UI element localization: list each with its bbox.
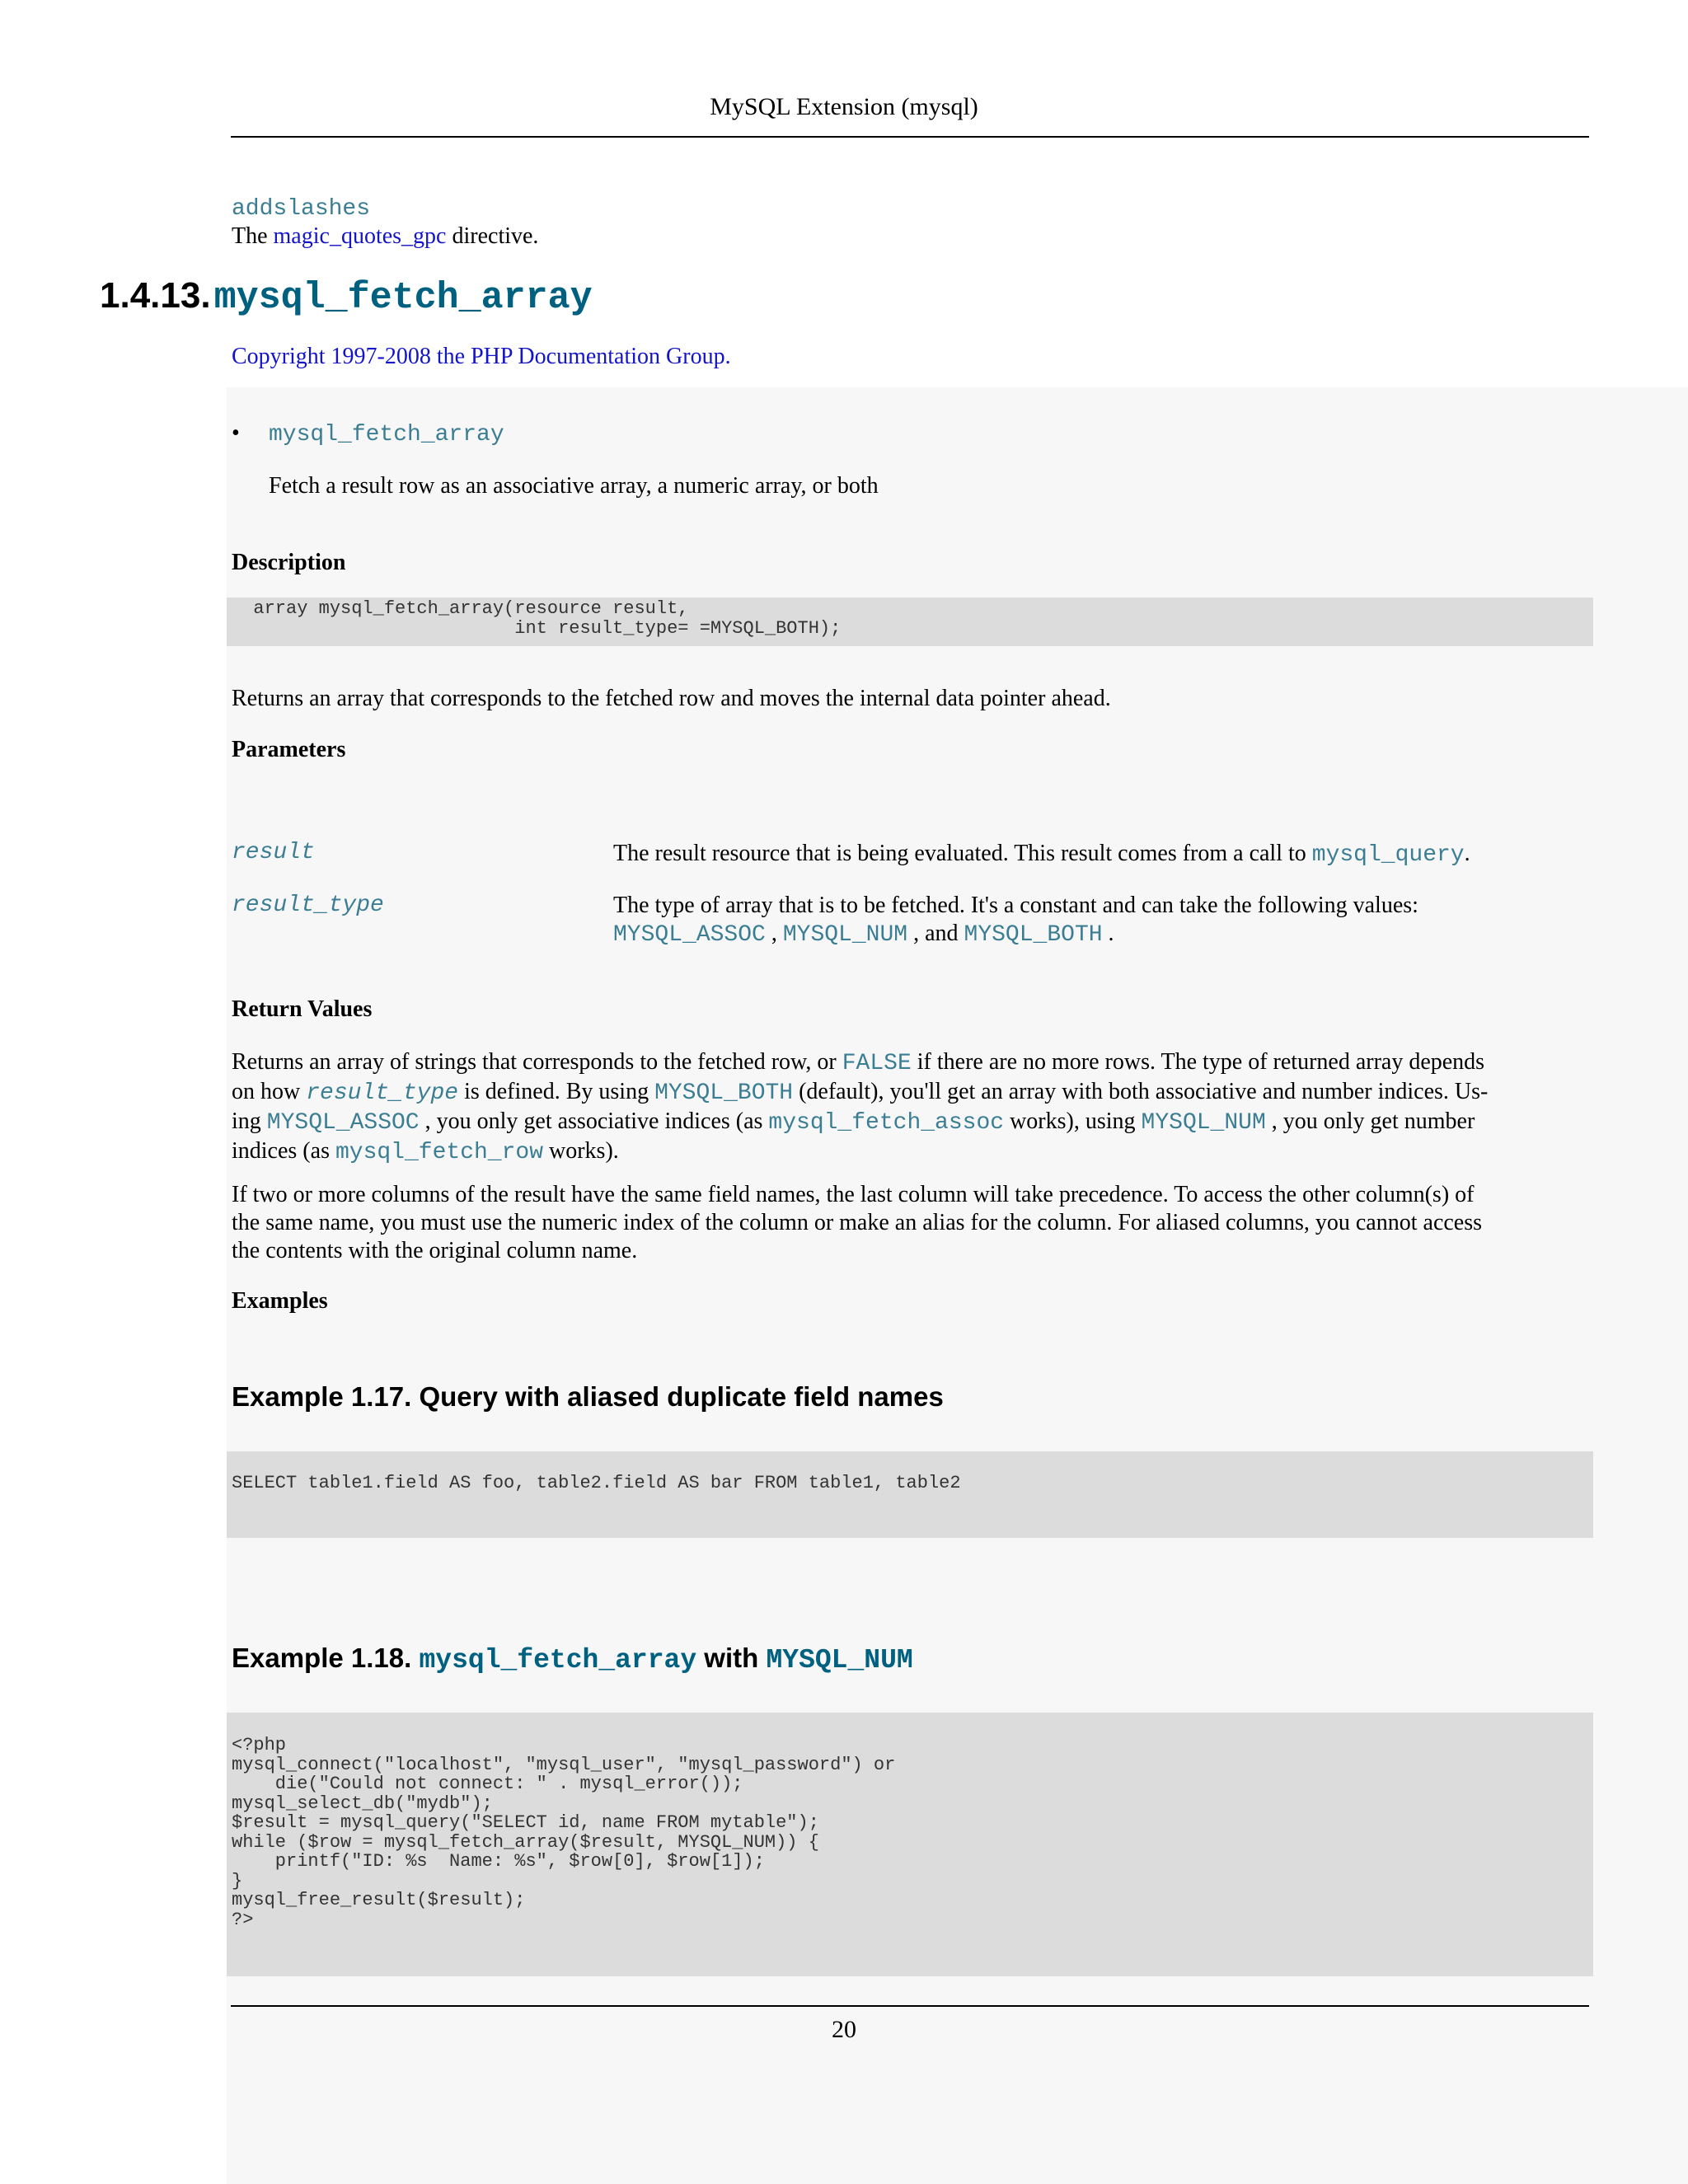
running-header: MySQL Extension (mysql) (710, 93, 978, 120)
addslashes-link[interactable]: addslashes (232, 196, 371, 222)
rv-text: Returns an array of strings that corresponds to the fetched row, or (232, 1049, 842, 1075)
examples-heading: Examples (232, 1288, 328, 1314)
return-values-p2 (232, 1181, 1482, 1265)
param-result-desc-end: . (1464, 841, 1470, 866)
rv-text: (default), you'll get an array with both associative and number indices. Us- (793, 1079, 1489, 1104)
line-prefix: The (232, 223, 274, 249)
rv2-line1: If two or more columns of the result have the same field names, the last column will take precedence. To access the other column(s) of (232, 1182, 1475, 1207)
parameters-heading: Parameters (232, 737, 346, 762)
ex-title-func: mysql_fetch_array (419, 1645, 697, 1675)
rv-line3 (232, 1108, 1600, 1137)
mysql-query-link[interactable]: mysql_query (1311, 842, 1465, 868)
example-1-17-code-box (227, 1451, 1593, 1538)
refname-link[interactable]: mysql_fetch_array (269, 422, 504, 448)
rv-text: works). (543, 1138, 619, 1164)
footer-rule (231, 2005, 1589, 2007)
rv-line2 (232, 1078, 1600, 1108)
param-result-type-name: result_type (232, 893, 384, 918)
rv-text: , you only get number (1265, 1108, 1475, 1134)
rv-line4 (232, 1137, 1600, 1167)
synopsis-code: array mysql_fetch_array(resource result, int result_type= =MYSQL_BOTH); (253, 598, 842, 639)
rv-text: indices (as (232, 1138, 335, 1164)
param-result-desc (613, 840, 1470, 869)
end-dot: . (1102, 921, 1114, 946)
rv-text: works), using (1004, 1108, 1142, 1134)
refname-bullet: • (232, 420, 240, 446)
section-function-name: mysql_fetch_array (213, 277, 593, 319)
magic-quotes-line (232, 223, 538, 251)
return-values-heading: Return Values (232, 996, 373, 1022)
line-suffix: directive. (446, 223, 539, 249)
param-result-type-desc-line1: The type of array that is to be fetched. It's a constant and can take the following values: (613, 893, 1418, 918)
sep1: , (765, 921, 783, 946)
rv-line1 (232, 1048, 1600, 1078)
param-ref-result-type: result_type (306, 1080, 459, 1106)
ex-title-mid: with (696, 1643, 767, 1673)
page-number: 20 (832, 2016, 856, 2043)
description-text: Returns an array that corresponds to the fetched row and moves the internal data pointer ahead. (232, 686, 1111, 711)
const-mysql-both: MYSQL_BOTH (964, 922, 1103, 948)
rv-text: , you only get associative indices (as (419, 1108, 769, 1134)
example-1-17-title: Example 1.17. Query with aliased duplicate field names (232, 1381, 944, 1412)
example-1-18-title (232, 1643, 913, 1675)
return-values-p1 (232, 1048, 1600, 1167)
ex-title-prefix: Example 1.18. (232, 1643, 420, 1673)
header-rule (231, 136, 1589, 138)
const-false: FALSE (842, 1051, 912, 1076)
rv-text: on how (232, 1079, 307, 1104)
section-title (100, 275, 593, 319)
param-result-name: result (232, 840, 315, 865)
rv2-line3: the contents with the original column name. (232, 1238, 638, 1263)
section-number: 1.4.13. (100, 275, 211, 316)
const-mysql-assoc: MYSQL_ASSOC (266, 1110, 420, 1136)
synopsis-box (227, 598, 1593, 646)
copyright-link[interactable]: Copyright 1997-2008 the PHP Documentation Group. (232, 344, 731, 369)
rv2-line2: the same name, you must use the numeric index of the column or make an alias for the column. For aliased columns, you cannot access (232, 1210, 1483, 1235)
refpurpose: Fetch a result row as an associative array, a numeric array, or both (269, 473, 879, 499)
example-1-18-code-box (227, 1713, 1593, 1976)
magic-quotes-link[interactable]: magic_quotes_gpc (273, 223, 447, 249)
sep2: , and (907, 921, 964, 946)
rv-text: is defined. By using (458, 1079, 655, 1104)
param-result-type-desc-line2 (613, 920, 1578, 949)
rv-text: ing (232, 1108, 267, 1134)
description-heading: Description (232, 550, 346, 575)
ex-title-const: MYSQL_NUM (766, 1645, 913, 1675)
const-mysql-num: MYSQL_NUM (1141, 1110, 1266, 1136)
rv-text: if there are no more rows. The type of returned array depends (911, 1049, 1485, 1075)
example-1-17-code: SELECT table1.field AS foo, table2.field AS bar FROM table1, table2 (232, 1473, 961, 1493)
const-mysql-assoc: MYSQL_ASSOC (613, 922, 766, 948)
param-result-type-desc (613, 892, 1578, 949)
mysql-fetch-assoc-link[interactable]: mysql_fetch_assoc (768, 1110, 1005, 1136)
mysql-fetch-row-link[interactable]: mysql_fetch_row (335, 1140, 544, 1165)
param-result-desc-text: The result resource that is being evaluated. This result comes from a call to (613, 841, 1312, 866)
const-mysql-num: MYSQL_NUM (782, 922, 908, 948)
example-1-18-code: <?php mysql_connect("localhost", "mysql_user", "mysql_password") or die("Could not connect: " . mysql_error()); mysql_select_db("mydb"); $result = mysql_query("SELECT id, name FROM mytable"); while ($row = mysql_fetch_array($result, MYSQL_NUM)) { printf("ID: %s Name: %s", $row[0], $row[1]); } mysql_free_result($result); ?> (232, 1735, 896, 1930)
const-mysql-both: MYSQL_BOTH (654, 1080, 794, 1106)
